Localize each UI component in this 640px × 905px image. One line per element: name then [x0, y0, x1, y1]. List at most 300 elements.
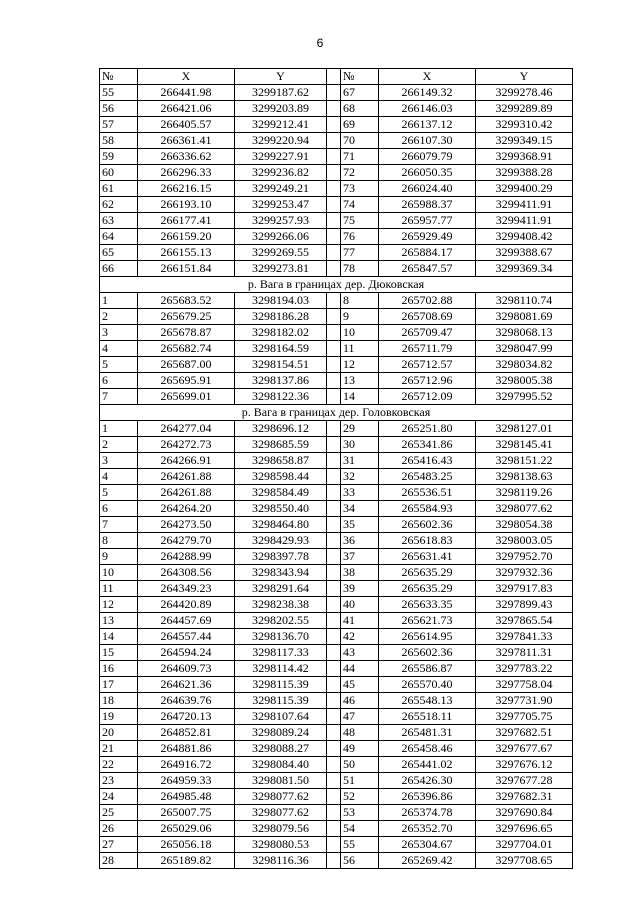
separator	[327, 389, 341, 405]
point-number: 48	[341, 725, 379, 741]
x-coordinate: 265957.77	[379, 213, 476, 229]
header-x-right: X	[379, 69, 476, 85]
x-coordinate: 266079.79	[379, 149, 476, 165]
table-row	[100, 837, 573, 853]
table-row	[100, 309, 573, 325]
y-coordinate: 3298136.70	[235, 629, 327, 645]
y-coordinate: 3297865.54	[476, 613, 573, 629]
y-coordinate: 3298077.62	[235, 805, 327, 821]
y-coordinate: 3298182.02	[235, 325, 327, 341]
y-coordinate: 3298550.40	[235, 501, 327, 517]
table-row	[100, 709, 573, 725]
separator	[327, 245, 341, 261]
x-coordinate: 266361.41	[138, 133, 235, 149]
separator	[327, 597, 341, 613]
table-row	[100, 421, 573, 437]
y-coordinate: 3298584.49	[235, 485, 327, 501]
coordinates-table	[99, 68, 573, 869]
separator	[327, 837, 341, 853]
table-row	[100, 757, 573, 773]
y-coordinate: 3298343.94	[235, 565, 327, 581]
section-title: р. Вага в границах дер. Дюковская	[100, 277, 573, 293]
x-coordinate: 265481.31	[379, 725, 476, 741]
y-coordinate: 3298164.59	[235, 341, 327, 357]
y-coordinate: 3297841.33	[476, 629, 573, 645]
header-number-right: №	[341, 69, 379, 85]
table-row	[100, 453, 573, 469]
y-coordinate: 3299212.41	[235, 117, 327, 133]
y-coordinate: 3298054.38	[476, 517, 573, 533]
point-number: 56	[341, 853, 379, 869]
y-coordinate: 3297682.51	[476, 725, 573, 741]
table-row	[100, 181, 573, 197]
y-coordinate: 3299220.94	[235, 133, 327, 149]
x-coordinate: 265374.78	[379, 805, 476, 821]
y-coordinate: 3298047.99	[476, 341, 573, 357]
y-coordinate: 3299236.82	[235, 165, 327, 181]
x-coordinate: 265029.06	[138, 821, 235, 837]
y-coordinate: 3298117.33	[235, 645, 327, 661]
point-number: 13	[341, 373, 379, 389]
y-coordinate: 3298119.26	[476, 485, 573, 501]
point-number: 34	[341, 501, 379, 517]
y-coordinate: 3297705.75	[476, 709, 573, 725]
point-number: 22	[100, 757, 138, 773]
table-row	[100, 693, 573, 709]
separator	[327, 213, 341, 229]
x-coordinate: 264261.88	[138, 469, 235, 485]
point-number: 72	[341, 165, 379, 181]
x-coordinate: 265251.80	[379, 421, 476, 437]
x-coordinate: 266151.84	[138, 261, 235, 277]
point-number: 37	[341, 549, 379, 565]
x-coordinate: 265635.29	[379, 565, 476, 581]
y-coordinate: 3297811.31	[476, 645, 573, 661]
point-number: 73	[341, 181, 379, 197]
x-coordinate: 265396.86	[379, 789, 476, 805]
x-coordinate: 265712.96	[379, 373, 476, 389]
x-coordinate: 266024.40	[379, 181, 476, 197]
point-number: 30	[341, 437, 379, 453]
x-coordinate: 265708.69	[379, 309, 476, 325]
table-row	[100, 325, 573, 341]
separator	[327, 133, 341, 149]
x-coordinate: 265341.86	[379, 437, 476, 453]
separator	[327, 101, 341, 117]
x-coordinate: 264720.13	[138, 709, 235, 725]
x-coordinate: 265988.37	[379, 197, 476, 213]
point-number: 2	[100, 437, 138, 453]
table-row	[100, 101, 573, 117]
point-number: 71	[341, 149, 379, 165]
y-coordinate: 3299249.21	[235, 181, 327, 197]
separator	[327, 741, 341, 757]
y-coordinate: 3298005.38	[476, 373, 573, 389]
point-number: 12	[100, 597, 138, 613]
x-coordinate: 266441.98	[138, 85, 235, 101]
x-coordinate: 264609.73	[138, 661, 235, 677]
point-number: 46	[341, 693, 379, 709]
point-number: 29	[341, 421, 379, 437]
y-coordinate: 3297758.04	[476, 677, 573, 693]
point-number: 4	[100, 469, 138, 485]
point-number: 12	[341, 357, 379, 373]
table-row	[100, 229, 573, 245]
table-row	[100, 725, 573, 741]
y-coordinate: 3297917.83	[476, 581, 573, 597]
y-coordinate: 3299227.91	[235, 149, 327, 165]
separator	[327, 373, 341, 389]
point-number: 42	[341, 629, 379, 645]
table-row	[100, 85, 573, 101]
point-number: 5	[100, 357, 138, 373]
y-coordinate: 3297682.31	[476, 789, 573, 805]
y-coordinate: 3298079.56	[235, 821, 327, 837]
x-coordinate: 264288.99	[138, 549, 235, 565]
separator	[327, 197, 341, 213]
header-y-left: Y	[235, 69, 327, 85]
separator	[327, 645, 341, 661]
x-coordinate: 265621.73	[379, 613, 476, 629]
table-row	[100, 517, 573, 533]
point-number: 76	[341, 229, 379, 245]
x-coordinate: 266336.62	[138, 149, 235, 165]
x-coordinate: 264420.89	[138, 597, 235, 613]
header-number-left: №	[100, 69, 138, 85]
separator	[327, 357, 341, 373]
point-number: 58	[100, 133, 138, 149]
y-coordinate: 3298084.40	[235, 757, 327, 773]
y-coordinate: 3298138.63	[476, 469, 573, 485]
point-number: 7	[100, 389, 138, 405]
separator	[327, 789, 341, 805]
point-number: 10	[341, 325, 379, 341]
table-row	[100, 293, 573, 309]
separator	[327, 757, 341, 773]
x-coordinate: 264279.70	[138, 533, 235, 549]
x-coordinate: 265007.75	[138, 805, 235, 821]
point-number: 55	[341, 837, 379, 853]
point-number: 68	[341, 101, 379, 117]
separator	[327, 677, 341, 693]
y-coordinate: 3298115.39	[235, 693, 327, 709]
point-number: 43	[341, 645, 379, 661]
point-number: 38	[341, 565, 379, 581]
y-coordinate: 3298089.24	[235, 725, 327, 741]
point-number: 69	[341, 117, 379, 133]
point-number: 63	[100, 213, 138, 229]
x-coordinate: 264594.24	[138, 645, 235, 661]
x-coordinate: 266216.15	[138, 181, 235, 197]
point-number: 67	[341, 85, 379, 101]
y-coordinate: 3298122.36	[235, 389, 327, 405]
y-coordinate: 3299266.06	[235, 229, 327, 245]
table-row	[100, 133, 573, 149]
header-y-right: Y	[476, 69, 573, 85]
table-row	[100, 581, 573, 597]
x-coordinate: 266296.33	[138, 165, 235, 181]
point-number: 56	[100, 101, 138, 117]
y-coordinate: 3297708.65	[476, 853, 573, 869]
y-coordinate: 3298127.01	[476, 421, 573, 437]
y-coordinate: 3299349.15	[476, 133, 573, 149]
point-number: 74	[341, 197, 379, 213]
table-row	[100, 549, 573, 565]
y-coordinate: 3298291.64	[235, 581, 327, 597]
y-coordinate: 3298464.80	[235, 517, 327, 533]
point-number: 55	[100, 85, 138, 101]
separator	[327, 709, 341, 725]
y-coordinate: 3298034.82	[476, 357, 573, 373]
point-number: 20	[100, 725, 138, 741]
x-coordinate: 264959.33	[138, 773, 235, 789]
y-coordinate: 3298116.36	[235, 853, 327, 869]
y-coordinate: 3298194.03	[235, 293, 327, 309]
separator	[327, 629, 341, 645]
separator	[327, 661, 341, 677]
separator	[327, 309, 341, 325]
x-coordinate: 265602.36	[379, 517, 476, 533]
x-coordinate: 265548.13	[379, 693, 476, 709]
separator	[327, 773, 341, 789]
table-header-row	[100, 69, 573, 85]
separator	[327, 581, 341, 597]
table-body	[100, 85, 573, 869]
x-coordinate: 264985.48	[138, 789, 235, 805]
point-number: 14	[341, 389, 379, 405]
table-row	[100, 613, 573, 629]
point-number: 77	[341, 245, 379, 261]
y-coordinate: 3298137.86	[235, 373, 327, 389]
x-coordinate: 264557.44	[138, 629, 235, 645]
point-number: 9	[341, 309, 379, 325]
point-number: 7	[100, 517, 138, 533]
table-row	[100, 645, 573, 661]
separator	[327, 437, 341, 453]
y-coordinate: 3298088.27	[235, 741, 327, 757]
y-coordinate: 3299411.91	[476, 213, 573, 229]
separator	[327, 325, 341, 341]
section-title-row	[100, 277, 573, 293]
x-coordinate: 265702.88	[379, 293, 476, 309]
separator	[327, 533, 341, 549]
y-coordinate: 3298696.12	[235, 421, 327, 437]
table-row	[100, 805, 573, 821]
point-number: 64	[100, 229, 138, 245]
point-number: 50	[341, 757, 379, 773]
table-row	[100, 741, 573, 757]
y-coordinate: 3299273.81	[235, 261, 327, 277]
header-separator	[327, 69, 341, 85]
y-coordinate: 3298238.38	[235, 597, 327, 613]
point-number: 47	[341, 709, 379, 725]
x-coordinate: 264308.56	[138, 565, 235, 581]
point-number: 18	[100, 693, 138, 709]
point-number: 70	[341, 133, 379, 149]
y-coordinate: 3298685.59	[235, 437, 327, 453]
x-coordinate: 264349.23	[138, 581, 235, 597]
x-coordinate: 264273.50	[138, 517, 235, 533]
x-coordinate: 264639.76	[138, 693, 235, 709]
x-coordinate: 265709.47	[379, 325, 476, 341]
point-number: 57	[100, 117, 138, 133]
x-coordinate: 265712.57	[379, 357, 476, 373]
point-number: 36	[341, 533, 379, 549]
x-coordinate: 264266.91	[138, 453, 235, 469]
y-coordinate: 3298068.13	[476, 325, 573, 341]
point-number: 15	[100, 645, 138, 661]
y-coordinate: 3297690.84	[476, 805, 573, 821]
x-coordinate: 265678.87	[138, 325, 235, 341]
y-coordinate: 3298080.53	[235, 837, 327, 853]
x-coordinate: 265618.83	[379, 533, 476, 549]
section-title: р. Вага в границах дер. Головковская	[100, 405, 573, 421]
y-coordinate: 3297899.43	[476, 597, 573, 613]
table-row	[100, 341, 573, 357]
separator	[327, 117, 341, 133]
point-number: 25	[100, 805, 138, 821]
x-coordinate: 264916.72	[138, 757, 235, 773]
y-coordinate: 3297783.22	[476, 661, 573, 677]
separator	[327, 341, 341, 357]
point-number: 26	[100, 821, 138, 837]
point-number: 6	[100, 501, 138, 517]
x-coordinate: 265189.82	[138, 853, 235, 869]
x-coordinate: 265682.74	[138, 341, 235, 357]
table-row	[100, 149, 573, 165]
table-row	[100, 853, 573, 869]
header-x-left: X	[138, 69, 235, 85]
table-row	[100, 245, 573, 261]
point-number: 8	[100, 533, 138, 549]
x-coordinate: 264621.36	[138, 677, 235, 693]
y-coordinate: 3298003.05	[476, 533, 573, 549]
y-coordinate: 3297676.12	[476, 757, 573, 773]
y-coordinate: 3297932.36	[476, 565, 573, 581]
separator	[327, 261, 341, 277]
separator	[327, 805, 341, 821]
separator	[327, 853, 341, 869]
point-number: 61	[100, 181, 138, 197]
y-coordinate: 3299289.89	[476, 101, 573, 117]
point-number: 53	[341, 805, 379, 821]
x-coordinate: 265712.09	[379, 389, 476, 405]
y-coordinate: 3297731.90	[476, 693, 573, 709]
point-number: 40	[341, 597, 379, 613]
y-coordinate: 3297952.70	[476, 549, 573, 565]
point-number: 65	[100, 245, 138, 261]
y-coordinate: 3299203.89	[235, 101, 327, 117]
x-coordinate: 266159.20	[138, 229, 235, 245]
point-number: 14	[100, 629, 138, 645]
separator	[327, 149, 341, 165]
table-row	[100, 373, 573, 389]
table-row	[100, 629, 573, 645]
y-coordinate: 3298115.39	[235, 677, 327, 693]
x-coordinate: 265679.25	[138, 309, 235, 325]
separator	[327, 181, 341, 197]
table-row	[100, 469, 573, 485]
table-row	[100, 213, 573, 229]
point-number: 19	[100, 709, 138, 725]
separator	[327, 485, 341, 501]
x-coordinate: 265441.02	[379, 757, 476, 773]
x-coordinate: 265683.52	[138, 293, 235, 309]
point-number: 60	[100, 165, 138, 181]
x-coordinate: 265614.95	[379, 629, 476, 645]
y-coordinate: 3298110.74	[476, 293, 573, 309]
y-coordinate: 3298081.69	[476, 309, 573, 325]
y-coordinate: 3298598.44	[235, 469, 327, 485]
table-row	[100, 789, 573, 805]
point-number: 6	[100, 373, 138, 389]
point-number: 66	[100, 261, 138, 277]
x-coordinate: 264457.69	[138, 613, 235, 629]
point-number: 9	[100, 549, 138, 565]
y-coordinate: 3297704.01	[476, 837, 573, 853]
x-coordinate: 266050.35	[379, 165, 476, 181]
x-coordinate: 264881.86	[138, 741, 235, 757]
point-number: 4	[100, 341, 138, 357]
x-coordinate: 266149.32	[379, 85, 476, 101]
table-row	[100, 357, 573, 373]
x-coordinate: 265056.18	[138, 837, 235, 853]
separator	[327, 725, 341, 741]
table-row	[100, 437, 573, 453]
x-coordinate: 265483.25	[379, 469, 476, 485]
y-coordinate: 3299310.42	[476, 117, 573, 133]
x-coordinate: 264264.20	[138, 501, 235, 517]
y-coordinate: 3297696.65	[476, 821, 573, 837]
y-coordinate: 3299408.42	[476, 229, 573, 245]
y-coordinate: 3298114.42	[235, 661, 327, 677]
y-coordinate: 3298081.50	[235, 773, 327, 789]
separator	[327, 693, 341, 709]
y-coordinate: 3298429.93	[235, 533, 327, 549]
y-coordinate: 3299269.55	[235, 245, 327, 261]
y-coordinate: 3298154.51	[235, 357, 327, 373]
point-number: 17	[100, 677, 138, 693]
table-row	[100, 261, 573, 277]
separator	[327, 501, 341, 517]
x-coordinate: 266146.03	[379, 101, 476, 117]
point-number: 44	[341, 661, 379, 677]
point-number: 31	[341, 453, 379, 469]
point-number: 11	[100, 581, 138, 597]
x-coordinate: 266421.06	[138, 101, 235, 117]
point-number: 23	[100, 773, 138, 789]
y-coordinate: 3297677.28	[476, 773, 573, 789]
point-number: 10	[100, 565, 138, 581]
separator	[327, 821, 341, 837]
x-coordinate: 265518.11	[379, 709, 476, 725]
x-coordinate: 264261.88	[138, 485, 235, 501]
x-coordinate: 265687.00	[138, 357, 235, 373]
y-coordinate: 3299388.67	[476, 245, 573, 261]
y-coordinate: 3298077.62	[476, 501, 573, 517]
separator	[327, 469, 341, 485]
separator	[327, 293, 341, 309]
y-coordinate: 3298202.55	[235, 613, 327, 629]
point-number: 35	[341, 517, 379, 533]
point-number: 51	[341, 773, 379, 789]
x-coordinate: 266155.13	[138, 245, 235, 261]
x-coordinate: 265633.35	[379, 597, 476, 613]
x-coordinate: 265536.51	[379, 485, 476, 501]
y-coordinate: 3299187.62	[235, 85, 327, 101]
point-number: 33	[341, 485, 379, 501]
y-coordinate: 3298186.28	[235, 309, 327, 325]
